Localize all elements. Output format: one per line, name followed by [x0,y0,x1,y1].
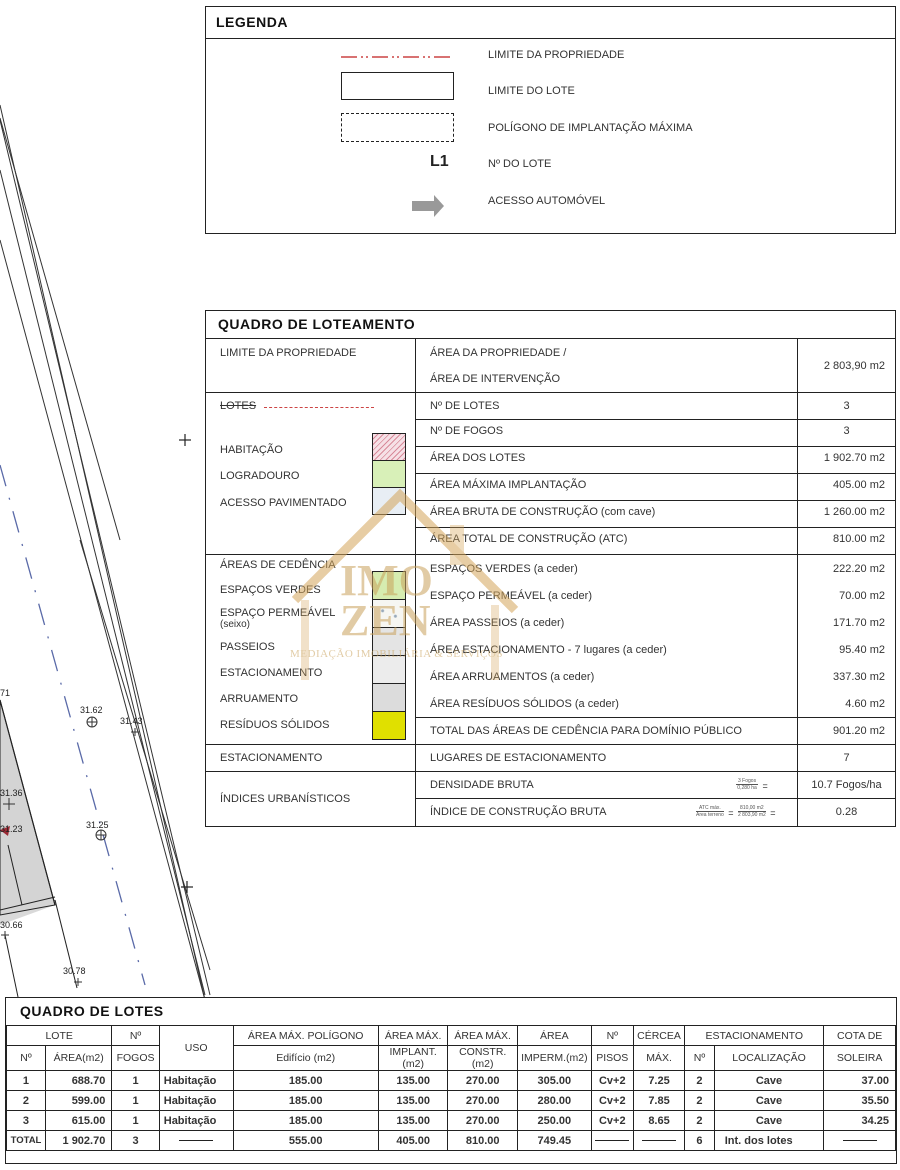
cell-total-constr: 810.00 [448,1131,518,1151]
car-access-arrow-icon [412,195,452,217]
row-value: 171.70 m2 [833,617,885,629]
lot-limit-symbol [341,72,454,100]
swatch-acesso-pavimentado [372,487,406,515]
cell-total-estac-loc: Int. dos lotes [714,1131,824,1151]
cell-uso: Habitação [159,1111,233,1131]
lotes-line-symbol [264,407,374,408]
swatch-estacionamento [372,655,406,684]
label-habitacao: HABITAÇÃO [220,444,283,456]
label-lotes: LOTES [220,400,257,412]
header-fogos: FOGOS [112,1046,159,1071]
row-value: 337.30 m2 [833,671,885,683]
label-areas-cedencia: ÁREAS DE CEDÊNCIA [220,559,336,571]
row-label: ÁREA PASSEIOS (a ceder) [430,617,565,629]
label-acesso-pavimentado: ACESSO PAVIMENTADO [220,497,347,509]
row-label: ÍNDICE DE CONSTRUÇÃO BRUTA [430,806,607,818]
cell-total-pisos-empty [591,1131,633,1151]
cell-area: 615.00 [45,1111,111,1131]
row-label: ÁREA ARRUAMENTOS (a ceder) [430,671,595,683]
cell-total-fogos: 3 [112,1131,159,1151]
cell-estac-loc: Cave [714,1111,824,1131]
header-estacionamento: ESTACIONAMENTO [685,1026,824,1046]
cell-total-estac-n: 6 [685,1131,715,1151]
row-label: ÁREA BRUTA DE CONSTRUÇÃO (com cave) [430,506,656,518]
cell-fogos: 1 [112,1091,159,1111]
label-espacos-verdes: ESPAÇOS VERDES [220,584,321,596]
row-label: TOTAL DAS ÁREAS DE CEDÊNCIA PARA DOMÍNIO PÚBLICO [430,725,742,737]
lots-table [5,997,897,1164]
row-value: 4.60 m2 [845,698,885,710]
row-value: 0.28 [835,806,858,818]
row-label: ÁREA ESTACIONAMENTO - 7 lugares (a ceder) [430,644,667,656]
cell-imperm: 250.00 [517,1111,591,1131]
label-limite-propriedade: LIMITE DA PROPRIEDADE [220,347,357,359]
cell-estac-n: 2 [685,1091,715,1111]
row-label: Nº DE FOGOS [430,425,504,437]
cell-pisos: Cv+2 [591,1091,633,1111]
cell-implant: 135.00 [378,1091,448,1111]
label-logradouro: LOGRADOURO [220,470,300,482]
cell-total-uso-empty [159,1131,233,1151]
header-estac-n: Nº [685,1046,715,1071]
cell-uso: Habitação [159,1091,233,1111]
cell-poligono: 185.00 [233,1071,378,1091]
row-value: 901.20 m2 [833,725,885,737]
table-row [7,1111,896,1131]
spot-height-label: 31.62 [80,705,103,715]
cell-cercea: 8.65 [633,1111,684,1131]
row-value: 405.00 m2 [833,479,885,491]
cell-poligono: 185.00 [233,1111,378,1131]
spot-height-label: 31.36 [0,788,23,798]
spot-height-label: 31.43 [120,716,143,726]
label-arruamento: ARRUAMENTO [220,693,299,705]
header-cercea-2: MÁX. [633,1046,684,1071]
cell-implant: 135.00 [378,1111,448,1131]
cell-uso: Habitação [159,1071,233,1091]
cell-constr: 270.00 [448,1091,518,1111]
subdivision-table-header [206,311,895,339]
header-estac-loc: LOCALIZAÇÃO [714,1046,824,1071]
cell-pisos: Cv+2 [591,1111,633,1131]
lot-number-symbol: L1 [430,153,449,170]
row-value: 10.7 Fogos/ha [811,779,882,791]
cell-total-cercea-empty [633,1131,684,1151]
legend-header [206,7,895,39]
legend-label: Nº DO LOTE [488,158,552,170]
max-footprint-symbol [341,113,454,142]
cell-estac-n: 2 [685,1111,715,1131]
legend-label: POLÍGONO DE IMPLANTAÇÃO MÁXIMA [488,122,693,134]
swatch-espacos-verdes [372,571,406,600]
header-implant-2: IMPLANT.(m2) [378,1046,448,1071]
cell-total-cota-empty [824,1131,896,1151]
header-cota: COTA DE [824,1026,896,1046]
cell-cercea: 7.85 [633,1091,684,1111]
cell-estac-n: 2 [685,1071,715,1091]
row-value: 7 [843,752,850,764]
cell-estac-loc: Cave [714,1071,824,1091]
row-value: 222.20 m2 [833,563,885,575]
header-pisos: Nº [591,1026,633,1046]
swatch-arruamento [372,683,406,712]
cell-poligono: 185.00 [233,1091,378,1111]
cell-cota: 35.50 [824,1091,896,1111]
cell-cota: 34.25 [824,1111,896,1131]
header-row [7,1026,896,1046]
label-residuos-solidos: RESÍDUOS SÓLIDOS [220,719,330,731]
swatch-residuos-solidos [372,711,406,740]
row-value: 95.40 m2 [839,644,885,656]
table-row [7,1071,896,1091]
row-label: ÁREA RESÍDUOS SÓLIDOS (a ceder) [430,698,619,710]
legend-label: LIMITE DA PROPRIEDADE [488,49,625,61]
cell-area: 688.70 [45,1071,111,1091]
cell-total-poligono: 555.00 [233,1131,378,1151]
lots-table-title: QUADRO DE LOTES [20,1003,164,1019]
cell-total-imperm: 749.45 [517,1131,591,1151]
header-n: Nº [7,1046,46,1071]
row-value: 3 [843,425,850,437]
subdivision-table [205,310,896,827]
total-row [7,1131,896,1151]
header-n-fogos: Nº [112,1026,159,1046]
legend-label: LIMITE DO LOTE [488,85,575,97]
cell-n: 3 [7,1111,46,1131]
label-indices-urbanisticos: ÍNDICES URBANÍSTICOS [220,793,351,805]
label-estacionamento: ESTACIONAMENTO [220,667,323,679]
label-estacionamento-row: ESTACIONAMENTO [220,752,323,764]
header-imperm: ÁREA [517,1026,591,1046]
label-espaco-permeavel-sub: (seixo) [220,619,251,630]
lots-data-table [6,1025,896,1151]
watermark-logo: IMO ZEN MEDIAÇÃO IMOBILIÁRIA & SERVIÇOS [285,480,525,680]
cell-implant: 135.00 [378,1071,448,1091]
header-cota-2: SOLEIRA [824,1046,896,1071]
swatch-habitacao [372,433,406,461]
row-label: DENSIDADE BRUTA [430,779,534,791]
header-imperm-2: IMPERM.(m2) [517,1046,591,1071]
spot-height-label: 31.25 [86,820,109,830]
cell-total-area: 1 902.70 [45,1131,111,1151]
header-cercea: CÉRCEA [633,1026,684,1046]
row-value: 1 902.70 m2 [823,452,885,464]
swatch-passeios [372,627,406,656]
swatch-logradouro [372,460,406,488]
density-formula: $\frac{\text{3 Fogos}}{0,280 ha}$ = [737,778,768,792]
row-label: ESPAÇO PERMEÁVEL (a ceder) [430,590,592,602]
cell-cota: 37.00 [824,1071,896,1091]
label-passeios: PASSEIOS [220,641,275,653]
header-pisos-2: PISOS [591,1046,633,1071]
cell-pisos: Cv+2 [591,1071,633,1091]
row-label: LUGARES DE ESTACIONAMENTO [430,752,607,764]
cell-n: 2 [7,1091,46,1111]
header-constr-2: CONSTR.(m2) [448,1046,518,1071]
spot-height-label: 31.23 [0,824,23,834]
row-label: ÁREA MÁXIMA IMPLANTAÇÃO [430,479,587,491]
cell-estac-loc: Cave [714,1091,824,1111]
spot-height-label: 30.66 [0,920,23,930]
label-espaco-permeavel: ESPAÇO PERMEÁVEL [220,607,336,619]
header-constr: ÁREA MÁX. [448,1026,518,1046]
row-label: ÁREA TOTAL DE CONSTRUÇÃO (ATC) [430,533,628,545]
header-poligono: ÁREA MÁX. POLÍGONO [233,1026,378,1046]
row-value: 70.00 m2 [839,590,885,602]
cell-constr: 270.00 [448,1111,518,1131]
legend-panel [205,6,896,234]
cell-total-label: TOTAL [7,1131,46,1151]
row-label: ÁREA DOS LOTES [430,452,526,464]
header-area: ÁREA(m2) [45,1046,111,1071]
header-lote: LOTE [7,1026,112,1046]
row-label: ÁREA DA PROPRIEDADE / [430,347,567,359]
cell-fogos: 1 [112,1111,159,1131]
row-value: 1 260.00 m2 [823,506,885,518]
construction-index-formula: $\frac{\text{ATC máx.}}{\text{Área terreno}}$ = $\frac{810,00 m2}{2 803,90 m2}$ = [696,805,776,819]
cell-fogos: 1 [112,1071,159,1091]
row-label: Nº DE LOTES [430,400,500,412]
row-value: 3 [843,400,850,412]
row-value: 2 803,90 m2 [823,360,885,372]
row-value: 810.00 m2 [833,533,885,545]
legend-label: ACESSO AUTOMÓVEL [488,195,606,207]
legend-title: LEGENDA [216,14,288,30]
cell-n: 1 [7,1071,46,1091]
cell-imperm: 305.00 [517,1071,591,1091]
cell-total-implant: 405.00 [378,1131,448,1151]
cell-area: 599.00 [45,1091,111,1111]
header-uso: USO [159,1026,233,1071]
cell-imperm: 280.00 [517,1091,591,1111]
swatch-espaco-permeavel [372,599,406,628]
cell-cercea: 7.25 [633,1071,684,1091]
row-label: ÁREA DE INTERVENÇÃO [430,373,560,385]
spot-height-label: 71 [0,688,11,698]
header-row-2 [7,1046,896,1071]
subdivision-table-title: QUADRO DE LOTEAMENTO [218,316,416,332]
row-label: ESPAÇOS VERDES (a ceder) [430,563,578,575]
table-row [7,1091,896,1111]
cell-constr: 270.00 [448,1071,518,1091]
header-implant: ÁREA MÁX. [378,1026,448,1046]
spot-height-label: 30.78 [63,966,86,976]
header-poligono-2: Edifício (m2) [233,1046,378,1071]
